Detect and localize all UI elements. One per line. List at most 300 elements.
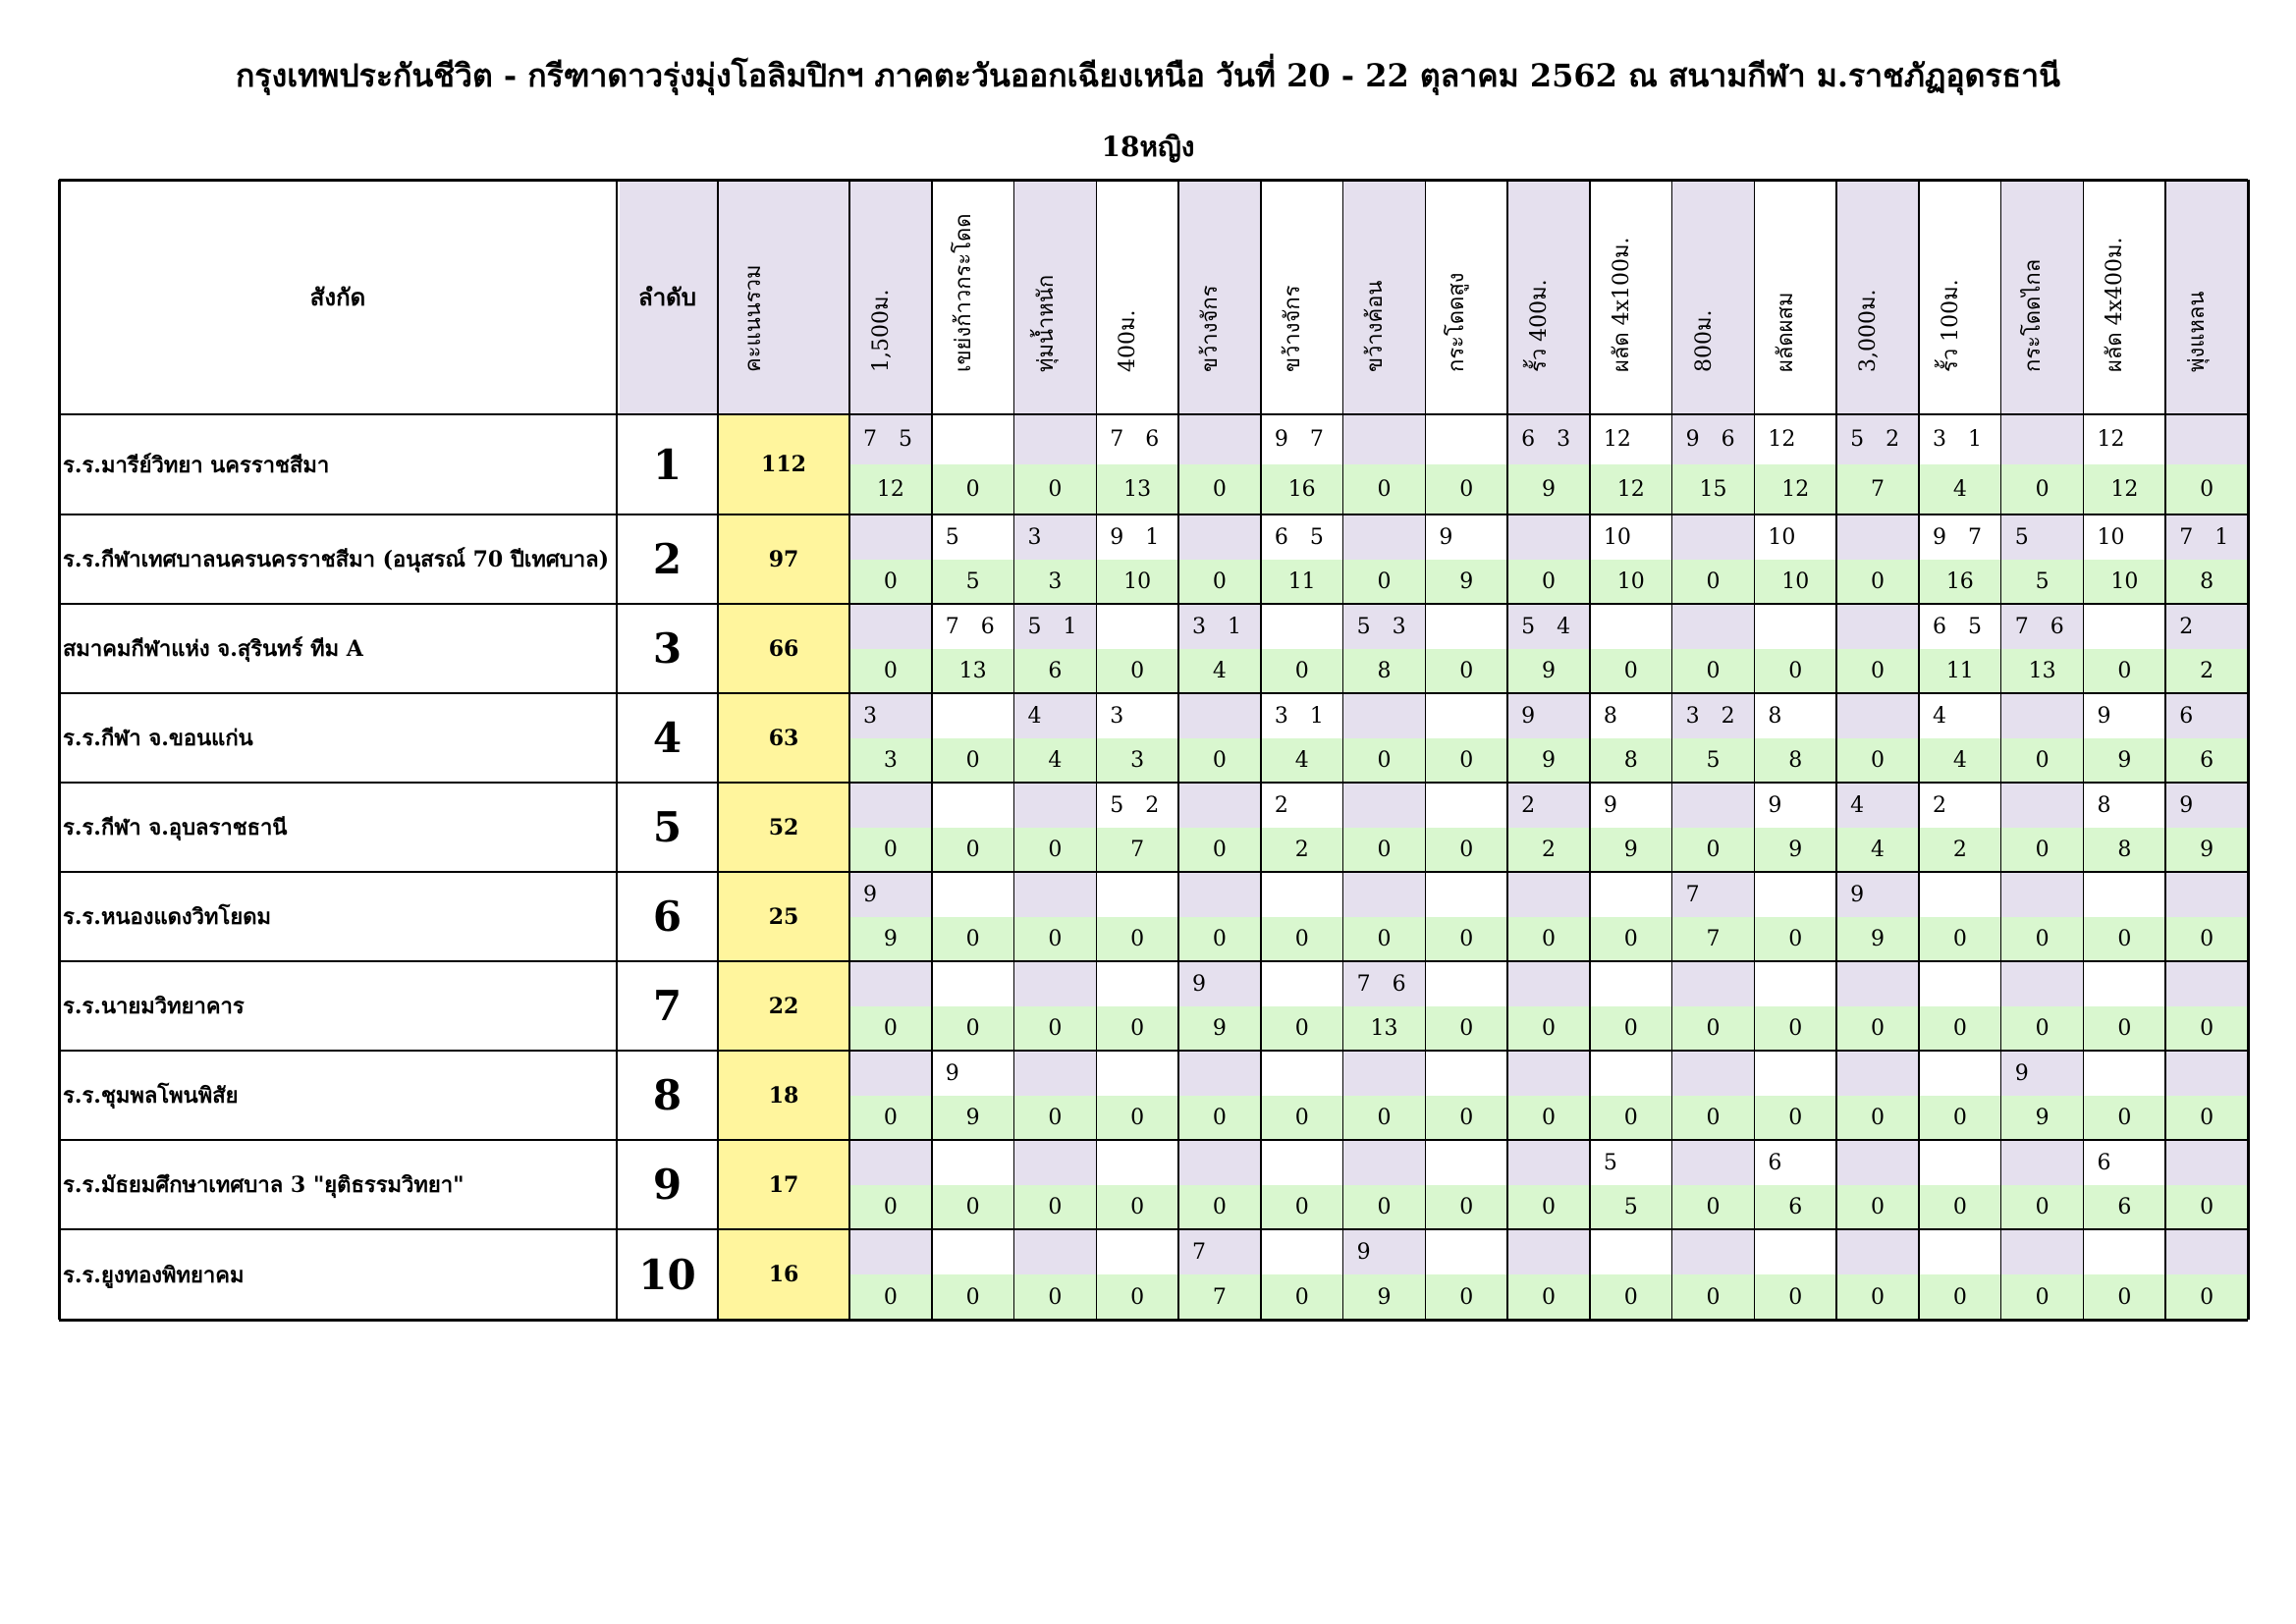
points-cell: 6 [1014, 649, 1097, 693]
points-cell: 0 [2165, 1006, 2248, 1051]
points-cell: 0 [1425, 828, 1507, 872]
place-value: 6 [1274, 524, 1288, 550]
place-cell [1425, 872, 1507, 917]
place-cell [2165, 872, 2248, 917]
points-cell: 4 [1919, 464, 2001, 514]
place-value: 7 [863, 427, 877, 452]
place-cell [1836, 693, 1919, 738]
place-cell [1343, 961, 1426, 1006]
place-cell [849, 514, 932, 560]
place-cell [932, 414, 1014, 464]
place-cell [1754, 414, 1836, 464]
points-cell: 13 [932, 649, 1014, 693]
points-cell: 0 [1014, 464, 1097, 514]
points-cell: 6 [2083, 1185, 2165, 1229]
place-cell [1590, 1229, 1672, 1274]
place-cell [1507, 1051, 1590, 1096]
place-value: 2 [1721, 703, 1735, 729]
place-cell [1096, 693, 1178, 738]
place-cell [2001, 1140, 2084, 1185]
points-cell: 9 [1425, 560, 1507, 604]
rank-value: 1 [652, 440, 683, 489]
grid-line-v [58, 180, 61, 1320]
grid-line-v [931, 180, 933, 1320]
place-cell [1754, 693, 1836, 738]
place-cell [2165, 1140, 2248, 1185]
place-cell [2001, 693, 2084, 738]
place-cell [2165, 414, 2248, 464]
place-cell [2165, 514, 2248, 560]
place-cell [1096, 604, 1178, 649]
place-value: 6 [1145, 427, 1160, 452]
points-cell: 0 [1014, 1185, 1097, 1229]
points-cell: 0 [1836, 1185, 1919, 1229]
place-value: 7 [1356, 971, 1371, 997]
points-cell: 0 [932, 1185, 1014, 1229]
place-value: 5 [1967, 614, 1982, 639]
place-cell [1672, 872, 1755, 917]
place-cell [1919, 514, 2001, 560]
place-value: 7 [1110, 427, 1124, 452]
place-value: 2 [1274, 792, 1288, 818]
grid-line-v [1260, 180, 1262, 1320]
total-score: 66 [718, 604, 849, 693]
place-value: 3 [1932, 427, 1946, 452]
place-cell [1343, 414, 1426, 464]
points-cell: 0 [849, 1096, 932, 1140]
rank-value: 2 [652, 535, 683, 583]
place-value: 2 [1886, 427, 1900, 452]
event-header: ขว้างค้อน [1362, 280, 1388, 372]
points-cell: 0 [1014, 1274, 1097, 1320]
place-cell [2001, 1229, 2084, 1274]
points-cell: 8 [1590, 738, 1672, 783]
points-cell: 4 [1014, 738, 1097, 783]
points-cell: 0 [2001, 1185, 2084, 1229]
event-header: กระโดดไกล [2020, 258, 2046, 372]
event-header: ขว้างจักร [1280, 285, 1305, 372]
place-cell [1261, 1229, 1343, 1274]
total-score: 25 [718, 872, 849, 961]
event-header: 3,000ม. [1856, 289, 1882, 372]
grid-line-v [1506, 180, 1508, 1320]
team-name: ร.ร.ยูงทองพิทยาคม [63, 1262, 245, 1288]
points-cell: 0 [1919, 1274, 2001, 1320]
place-cell [1507, 514, 1590, 560]
place-value: 5 [1027, 614, 1042, 639]
place-cell [1672, 514, 1755, 560]
points-cell: 0 [1919, 1185, 2001, 1229]
place-cell [1178, 1051, 1261, 1096]
place-value: 9 [1685, 427, 1700, 452]
points-cell: 16 [1919, 560, 2001, 604]
points-cell: 0 [1343, 738, 1426, 783]
place-cell [932, 783, 1014, 828]
place-value: 3 [1392, 614, 1406, 639]
rank-header: ลำดับ [637, 283, 696, 311]
place-cell [1836, 414, 1919, 464]
points-cell: 0 [1507, 1185, 1590, 1229]
place-cell [1672, 1140, 1755, 1185]
place-cell [1014, 1051, 1097, 1096]
points-cell: 0 [1425, 917, 1507, 961]
points-cell: 9 [1836, 917, 1919, 961]
points-cell: 9 [1754, 828, 1836, 872]
place-cell [849, 961, 932, 1006]
place-cell [849, 783, 932, 828]
team-name: สมาคมกีฬาแห่ง จ.สุรินทร์ ทีม A [63, 636, 363, 662]
points-cell: 0 [1178, 464, 1261, 514]
place-cell [2165, 961, 2248, 1006]
place-cell [2083, 514, 2165, 560]
page-title: กรุงเทพประกันชีวิต - กรีฑาดาวรุ่งมุ่งโอลิมปิกฯ ภาคตะวันออกเฉียงเหนือ วันที่ 20 - 22 ตุลาคม 2562 ณ สนามกีฬา ม.ราชภัฏอุดรธานี [236, 57, 2060, 94]
event-header: กระโดดสูง [1445, 272, 1470, 372]
place-cell [849, 604, 932, 649]
place-cell [1261, 872, 1343, 917]
place-value: 1 [1145, 524, 1160, 550]
place-cell [2165, 693, 2248, 738]
place-value: 3 [1274, 703, 1288, 729]
points-cell: 0 [2001, 464, 2084, 514]
points-cell: 0 [1836, 1274, 1919, 1320]
place-cell [1836, 783, 1919, 828]
points-cell: 0 [1096, 1185, 1178, 1229]
points-cell: 0 [1672, 1096, 1755, 1140]
grid-line-v [1096, 180, 1098, 1320]
place-cell [932, 961, 1014, 1006]
place-cell [1590, 514, 1672, 560]
points-cell: 13 [1096, 464, 1178, 514]
points-cell: 7 [1096, 828, 1178, 872]
points-cell: 2 [1919, 828, 2001, 872]
place-cell [1014, 1229, 1097, 1274]
points-cell: 0 [1590, 1096, 1672, 1140]
place-cell [1014, 961, 1097, 1006]
points-cell: 0 [932, 1274, 1014, 1320]
points-cell: 0 [1178, 917, 1261, 961]
place-value: 7 [1685, 882, 1700, 907]
total-score: 52 [718, 783, 849, 872]
points-cell: 0 [1178, 1185, 1261, 1229]
place-cell [1178, 514, 1261, 560]
rank-value: 10 [638, 1250, 696, 1299]
place-cell [1836, 1051, 1919, 1096]
place-cell [2083, 961, 2165, 1006]
points-cell: 0 [1261, 1006, 1343, 1051]
place-cell [1096, 961, 1178, 1006]
place-cell [1919, 1140, 2001, 1185]
points-cell: 0 [849, 828, 932, 872]
place-cell [1425, 604, 1507, 649]
place-cell [1590, 961, 1672, 1006]
place-cell [1754, 872, 1836, 917]
place-cell [1754, 604, 1836, 649]
place-cell [849, 1140, 932, 1185]
grid-line-v [2247, 180, 2250, 1320]
points-cell: 0 [1754, 649, 1836, 693]
place-value: 6 [1768, 1150, 1782, 1175]
place-cell [1425, 414, 1507, 464]
team-name: ร.ร.มัธยมศึกษาเทศบาล 3 "ยุติธรรมวิทยา" [63, 1172, 465, 1198]
points-cell: 5 [932, 560, 1014, 604]
points-cell: 0 [1096, 1006, 1178, 1051]
total-header: คะแนนรวม [741, 264, 766, 372]
points-cell: 16 [1261, 464, 1343, 514]
place-cell [1754, 1051, 1836, 1096]
place-value: 5 [899, 427, 912, 452]
points-cell: 0 [932, 917, 1014, 961]
points-cell: 5 [1672, 738, 1755, 783]
points-cell: 0 [1919, 917, 2001, 961]
rank-value: 9 [652, 1161, 683, 1209]
points-cell: 0 [1919, 1006, 2001, 1051]
points-cell: 0 [1343, 1096, 1426, 1140]
points-cell: 0 [2001, 1006, 2084, 1051]
points-cell: 0 [2083, 917, 2165, 961]
place-cell [1261, 1051, 1343, 1096]
place-value: 9 [1850, 882, 1865, 907]
place-cell [1507, 414, 1590, 464]
place-cell [1672, 1051, 1755, 1096]
points-cell: 8 [1754, 738, 1836, 783]
points-cell: 0 [1261, 917, 1343, 961]
points-cell: 12 [1590, 464, 1672, 514]
place-cell [1096, 414, 1178, 464]
place-cell [1507, 693, 1590, 738]
place-value: 9 [1521, 703, 1536, 729]
place-value: 1 [2214, 524, 2229, 550]
affiliation-header: สังกัด [309, 283, 366, 311]
place-cell [1425, 1229, 1507, 1274]
points-cell: 4 [1178, 649, 1261, 693]
place-cell [1096, 1140, 1178, 1185]
event-header: ขว้างจักร [1198, 285, 1224, 372]
place-value: 2 [2179, 614, 2194, 639]
points-cell: 0 [849, 649, 932, 693]
place-value: 3 [1192, 614, 1207, 639]
place-value: 6 [2179, 703, 2194, 729]
place-value: 9 [2097, 703, 2111, 729]
place-value: 5 [1356, 614, 1371, 639]
rank-value: 3 [652, 624, 683, 673]
points-cell: 9 [932, 1096, 1014, 1140]
place-value: 7 [945, 614, 959, 639]
points-cell: 0 [1672, 1274, 1755, 1320]
place-cell [1672, 1229, 1755, 1274]
place-cell [2083, 1229, 2165, 1274]
place-value: 4 [1850, 792, 1865, 818]
points-cell: 7 [1836, 464, 1919, 514]
points-cell: 0 [1836, 738, 1919, 783]
grid-line-v [1918, 180, 1920, 1320]
points-cell: 12 [1754, 464, 1836, 514]
points-cell: 0 [1754, 1096, 1836, 1140]
place-cell [1836, 961, 1919, 1006]
place-cell [1261, 514, 1343, 560]
place-value: 6 [1932, 614, 1946, 639]
place-cell [1343, 872, 1426, 917]
points-cell: 0 [1836, 1096, 1919, 1140]
place-cell [932, 1140, 1014, 1185]
place-cell [1590, 1140, 1672, 1185]
place-value: 7 [1967, 524, 1982, 550]
place-cell [1014, 783, 1097, 828]
grid-line-v [1754, 180, 1756, 1320]
total-score: 22 [718, 961, 849, 1051]
points-cell: 9 [2165, 828, 2248, 872]
points-cell: 0 [1672, 1185, 1755, 1229]
place-value: 9 [1439, 524, 1453, 550]
points-cell: 0 [1261, 649, 1343, 693]
event-header: 400ม. [1116, 309, 1141, 372]
place-value: 9 [2179, 792, 2194, 818]
place-cell [2001, 604, 2084, 649]
place-cell [2001, 514, 2084, 560]
points-cell: 4 [1836, 828, 1919, 872]
place-value: 4 [1027, 703, 1042, 729]
place-cell [932, 693, 1014, 738]
points-cell: 0 [849, 1274, 932, 1320]
points-cell: 0 [2165, 464, 2248, 514]
place-value: 3 [1557, 427, 1571, 452]
page-subtitle: 18หญิง [1101, 131, 1195, 163]
points-cell: 0 [932, 738, 1014, 783]
points-cell: 0 [1590, 1274, 1672, 1320]
event-header: เขย่งก้าวกระโดด [951, 213, 976, 372]
points-cell: 3 [849, 738, 932, 783]
place-cell [1096, 514, 1178, 560]
place-cell [1754, 961, 1836, 1006]
place-cell [1425, 514, 1507, 560]
event-header: 1,500ม. [869, 289, 894, 372]
place-value: 8 [2097, 792, 2111, 818]
place-cell [2001, 872, 2084, 917]
place-cell [1590, 783, 1672, 828]
place-cell [1096, 1229, 1178, 1274]
points-cell: 0 [1096, 1274, 1178, 1320]
place-value: 9 [1274, 427, 1288, 452]
points-cell: 10 [1754, 560, 1836, 604]
place-cell [1178, 604, 1261, 649]
grid-line-v [1425, 180, 1427, 1320]
place-cell [1919, 414, 2001, 464]
points-cell: 0 [1590, 649, 1672, 693]
place-cell [2083, 414, 2165, 464]
points-cell: 0 [2001, 917, 2084, 961]
points-cell: 0 [1919, 1096, 2001, 1140]
place-cell [2165, 1051, 2248, 1096]
rank-value: 5 [652, 803, 683, 851]
points-cell: 2 [2165, 649, 2248, 693]
place-cell [1343, 1051, 1426, 1096]
points-cell: 8 [1343, 649, 1426, 693]
rank-value: 8 [652, 1071, 683, 1119]
team-name: ร.ร.กีฬาเทศบาลนครนครราชสีมา (อนุสรณ์ 70 ปีเทศบาล) [63, 547, 610, 572]
place-cell [1096, 783, 1178, 828]
points-cell: 0 [1836, 560, 1919, 604]
points-cell: 0 [932, 464, 1014, 514]
place-cell [2001, 1051, 2084, 1096]
points-cell: 0 [1178, 560, 1261, 604]
place-value: 1 [1228, 614, 1242, 639]
place-value: 9 [1932, 524, 1946, 550]
place-value: 2 [1521, 792, 1536, 818]
place-value: 3 [1027, 524, 1042, 550]
place-value: 6 [980, 614, 995, 639]
place-cell [1261, 961, 1343, 1006]
place-cell [1014, 514, 1097, 560]
points-cell: 0 [2001, 828, 2084, 872]
points-cell: 15 [1672, 464, 1755, 514]
place-value: 5 [1309, 524, 1324, 550]
place-cell [1590, 414, 1672, 464]
points-cell: 4 [1919, 738, 2001, 783]
points-cell: 0 [2083, 1274, 2165, 1320]
place-value: 3 [863, 703, 877, 729]
place-cell [1507, 1140, 1590, 1185]
place-cell [2165, 783, 2248, 828]
place-value: 1 [1309, 703, 1324, 729]
place-value: 2 [1145, 792, 1160, 818]
points-cell: 2 [1261, 828, 1343, 872]
place-cell [1836, 1229, 1919, 1274]
points-cell: 9 [1507, 464, 1590, 514]
place-cell [849, 872, 932, 917]
grid-line-v [717, 180, 719, 1320]
place-value: 9 [1603, 792, 1617, 818]
place-value: 7 [1309, 427, 1324, 452]
place-value: 7 [2179, 524, 2194, 550]
place-value: 4 [1557, 614, 1571, 639]
place-cell [1507, 604, 1590, 649]
event-header: ผลัดผสม [1774, 292, 1799, 372]
points-cell: 0 [2083, 1096, 2165, 1140]
event-header: ผลัด 4x100ม. [1609, 237, 1634, 372]
place-cell [1425, 783, 1507, 828]
total-score: 16 [718, 1229, 849, 1320]
place-cell [1919, 783, 2001, 828]
place-value: 12 [1768, 427, 1796, 452]
points-cell: 9 [1590, 828, 1672, 872]
place-cell [2001, 783, 2084, 828]
place-cell [1014, 693, 1097, 738]
place-cell [2083, 1051, 2165, 1096]
event-header: ผลัด 4x400ม. [2103, 237, 2128, 372]
points-cell: 12 [849, 464, 932, 514]
points-cell: 0 [1178, 828, 1261, 872]
rank-value: 6 [652, 893, 683, 941]
points-cell: 6 [1754, 1185, 1836, 1229]
points-cell: 10 [2083, 560, 2165, 604]
place-cell [1178, 414, 1261, 464]
points-cell: 0 [1507, 1274, 1590, 1320]
points-cell: 0 [849, 560, 932, 604]
place-cell [1425, 961, 1507, 1006]
points-cell: 13 [2001, 649, 2084, 693]
points-cell: 0 [1014, 917, 1097, 961]
place-value: 9 [1356, 1239, 1371, 1265]
points-cell: 0 [1672, 828, 1755, 872]
points-cell: 5 [2001, 560, 2084, 604]
place-cell [1672, 414, 1755, 464]
total-score: 63 [718, 693, 849, 783]
place-cell [1425, 1140, 1507, 1185]
total-score: 17 [718, 1140, 849, 1229]
event-header: รั้ว 400ม. [1527, 279, 1553, 372]
points-cell: 0 [1754, 917, 1836, 961]
place-value: 6 [1392, 971, 1406, 997]
points-cell: 0 [1343, 828, 1426, 872]
